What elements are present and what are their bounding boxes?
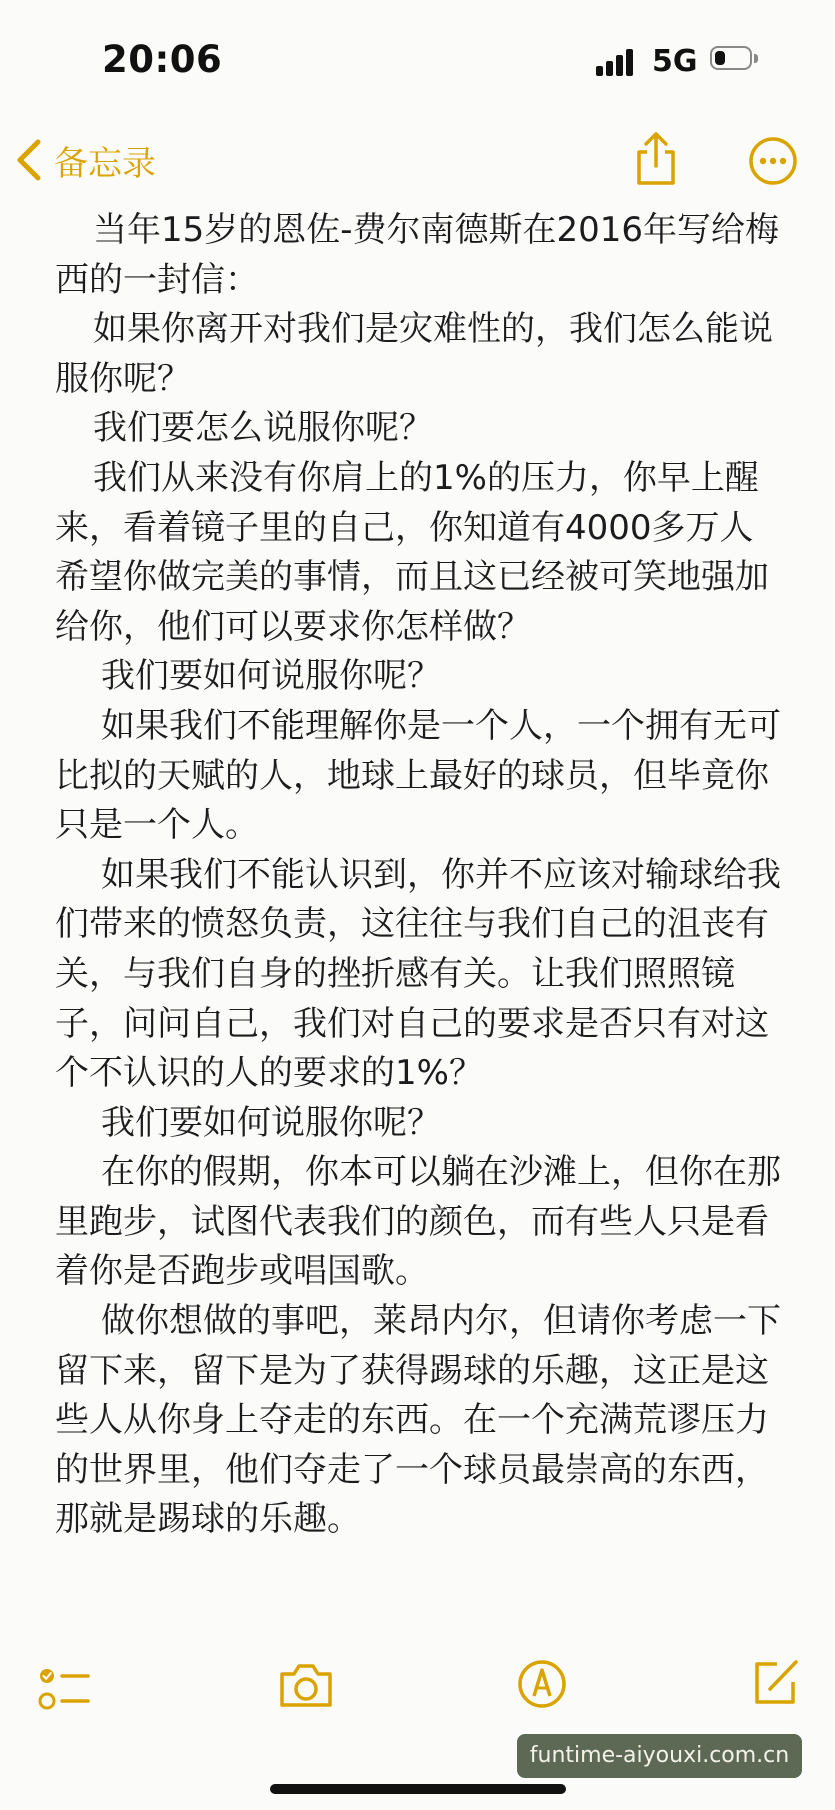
note-paragraph: 在你的假期，你本可以躺在沙滩上，但你在那里跑步，试图代表我们的颜色，而有些人只是看着你是否跑步或唱国歌。 xyxy=(55,1152,781,1292)
battery-icon xyxy=(710,46,760,74)
camera-icon xyxy=(277,1660,335,1710)
home-indicator[interactable] xyxy=(270,1784,566,1794)
bottom-toolbar xyxy=(0,1660,835,1730)
checklist-button[interactable] xyxy=(38,1664,92,1714)
watermark: funtime-aiyouxi.com.cn xyxy=(517,1734,802,1778)
note-paragraph: 如果我们不能理解你是一个人，一个拥有无可比拟的天赋的人，地球上最好的球员，但毕竟你只是一个人。 xyxy=(55,705,781,846)
more-button[interactable] xyxy=(748,136,798,186)
camera-button[interactable] xyxy=(277,1660,335,1710)
note-paragraph: 当年15岁的恩佐-费尔南德斯在2016年写给梅西的一封信： xyxy=(55,210,780,300)
note-paragraph: 我们从来没有你肩上的1%的压力，你早上醒来，看着镜子里的自己，你知道有4000多万人希望你做完美的事情，而且这已经被可笑地强加给你，他们可以要求你怎样做？ xyxy=(55,457,769,647)
nav-bar xyxy=(0,120,835,200)
note-paragraph: 我们要如何说服你呢？ xyxy=(101,1102,441,1143)
note-body[interactable] xyxy=(55,206,785,1545)
compose-icon xyxy=(750,1656,802,1708)
signal-strength-icon xyxy=(596,48,636,76)
note-paragraph: 我们要怎么说服你呢？ xyxy=(93,408,433,449)
chevron-left-icon xyxy=(16,139,42,181)
checklist-icon xyxy=(38,1664,92,1714)
note-paragraph: 做你想做的事吧，莱昂内尔，但请你考虑一下留下来，留下是为了获得踢球的乐趣，这正是这些人从你身上夺走的东西。在一个充满荒谬压力的世界里，他们夺走了一个球员最崇高的东西，那就是踢球的乐趣。 xyxy=(55,1301,781,1540)
status-time: 20:06 xyxy=(102,38,223,81)
back-label: 备忘录 xyxy=(54,143,156,184)
note-paragraph: 如果你离开对我们是灾难性的，我们怎么能说服你呢？ xyxy=(55,309,773,399)
note-paragraph: 我们要如何说服你呢？ xyxy=(101,656,441,697)
share-button[interactable] xyxy=(630,130,682,188)
network-type: 5G xyxy=(652,44,698,79)
pen-circle-icon xyxy=(516,1658,568,1710)
note-paragraph: 如果我们不能认识到，你并不应该对输球给我们带来的愤怒负责，这往往与我们自己的沮丧有关，与我们自身的挫折感有关。让我们照照镜子，问问自己，我们对自己的要求是否只有对这个不认识的人的要求的1%？ xyxy=(55,854,781,1094)
markup-button[interactable] xyxy=(516,1658,568,1710)
share-icon xyxy=(630,173,682,192)
back-button[interactable] xyxy=(16,134,156,186)
status-bar xyxy=(0,0,835,120)
compose-button[interactable] xyxy=(750,1656,802,1708)
ellipsis-circle-icon xyxy=(748,171,798,190)
